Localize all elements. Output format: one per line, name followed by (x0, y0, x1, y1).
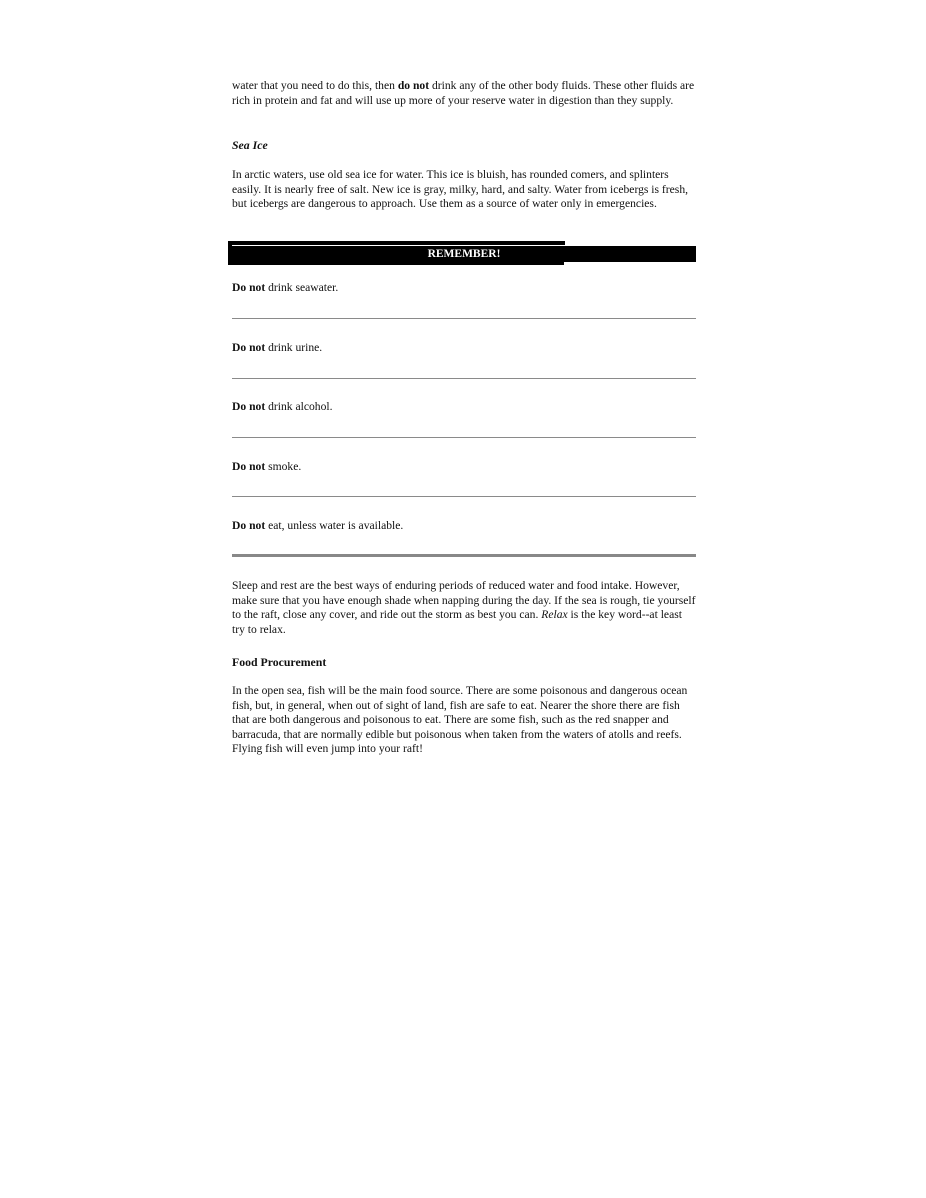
remember-item-1 (232, 281, 338, 295)
remember-banner-label: REMEMBER! (427, 248, 501, 260)
intro-text-2: drink any of the other body fluids. These other fluids are rich in protein and fat and will use up more of your reserve water in digestion than they supply. (232, 79, 695, 107)
food-body: In the open sea, fish will be the main food source. There are some poisonous and dangerous ocean fish, but, in general, when out of sight of land, fish are safe to eat. Nearer the shore there are fish that are both dangerous and poisonous to eat. There are some fish, such as the red snapper and barracuda, that are normally edible but poisonous when taken from the waters of atolls and reefs. Flying fish will even jump into your raft! (232, 684, 688, 756)
sea-ice-heading (232, 138, 696, 153)
remember-item-3 (232, 400, 332, 414)
sleep-body: Sleep and rest are the best ways of enduring periods of reduced water and food intake. However, make sure that you have enough shade when napping during the day. If the sea is rough, tie yourself to the raft, close any cover, and ride out the storm as best you can. (232, 579, 696, 622)
intro-bold: do not (397, 79, 430, 92)
sea-ice-body: In arctic waters, use old sea ice for water. This ice is bluish, has rounded comers, and splinters easily. It is nearly free of salt. New ice is gray, milky, hard, and salty. Water from icebergs is fresh, but icebergs are dangerous to approach. Use them as a source of water only in emergencies. (232, 168, 689, 211)
divider (232, 437, 696, 438)
remember-banner (228, 241, 696, 265)
intro-paragraph (232, 79, 696, 108)
remember-item-text: drink seawater. (265, 281, 339, 294)
sea-ice-paragraph (232, 168, 696, 212)
food-heading-text: Food Procurement (232, 655, 327, 669)
food-paragraph (232, 684, 696, 757)
remember-item-5 (232, 519, 403, 533)
intro-text-1: water that you need to do this, then (232, 79, 398, 92)
food-heading (232, 655, 696, 670)
remember-item-bold: Do not (232, 400, 266, 413)
remember-item-text: drink alcohol. (265, 400, 333, 413)
divider (232, 496, 696, 497)
divider (232, 378, 696, 379)
remember-item-bold: Do not (232, 460, 266, 473)
sleep-paragraph (232, 579, 696, 637)
remember-item-bold: Do not (232, 519, 266, 532)
sleep-italic: Relax (541, 608, 568, 622)
remember-item-2 (232, 341, 322, 355)
remember-item-text: eat, unless water is available. (265, 519, 404, 532)
remember-item-bold: Do not (232, 281, 266, 294)
divider (232, 318, 696, 319)
remember-item-text: drink urine. (265, 341, 323, 354)
divider-thick (232, 554, 696, 557)
sleep-tail: is the key word--at least try to relax. (232, 608, 682, 636)
remember-item-text: smoke. (265, 460, 302, 473)
sea-ice-heading-text: Sea Ice (232, 138, 268, 152)
remember-item-4 (232, 460, 301, 474)
remember-item-bold: Do not (232, 341, 266, 354)
